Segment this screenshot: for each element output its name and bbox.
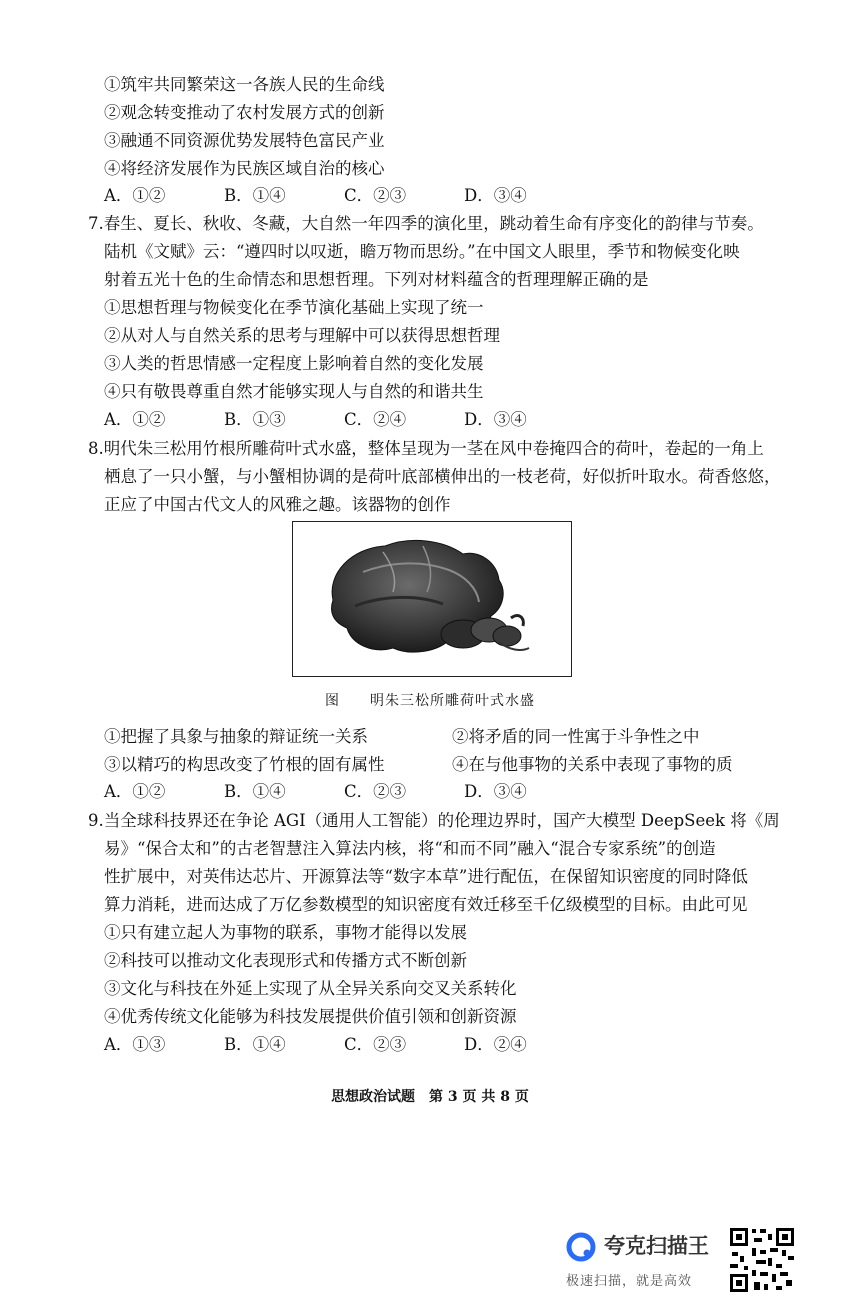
q6-option-2: ②观念转变推动了农村发展方式的创新 [104,103,385,122]
q9-answer-c: C．②③ [344,1035,407,1054]
q8-answer-c: C．②③ [344,782,407,801]
q7-option-2: ②从对人与自然关系的思考与理解中可以获得思想哲理 [104,326,500,345]
q8-stem-line-3: 正应了中国古代文人的风雅之趣。该器物的创作 [104,495,451,514]
scanner-watermark [566,1228,736,1298]
figure-caption: 图 明朱三松所雕荷叶式水盛 [325,693,535,709]
quark-logo-icon [566,1232,596,1262]
page-footer: 思想政治试题 第 3 页 共 8 页 [331,1089,529,1105]
q7-answer-d: D．③④ [464,410,527,429]
q8-answer-a: A．①② [104,782,166,801]
watermark-slogan: 极速扫描，就是高效 [566,1274,693,1289]
q7-stem-line-1: 7.春生、夏长、秋收、冬藏，大自然一年四季的演化里，跳动着生命有序变化的韵律与节奏。 [88,214,764,233]
q9-stem-line-2: 易》“保合太和”的古老智慧注入算法内核，将“和而不同”融入“混合专家系统”的创造 [104,839,716,858]
watermark-name: 夸克扫描王 [604,1234,709,1258]
q9-option-1: ①只有建立起人为事物的联系，事物才能得以发展 [104,923,467,942]
q6-answer-b: B．①④ [224,186,286,205]
q8-answer-b: B．①④ [224,782,286,801]
q7-answer-a: A．①② [104,410,166,429]
q8-stem-line-2: 栖息了一只小蟹，与小蟹相协调的是荷叶底部横伸出的一枝老荷，好似折叶取水。荷香悠悠， [104,467,781,486]
q9-answer-b: B．①④ [224,1035,286,1054]
q8-option-2: ②将矛盾的同一性寓于斗争性之中 [452,727,700,746]
q8-stem-line-1: 8.明代朱三松用竹根所雕荷叶式水盛，整体呈现为一茎在风中卷掩四合的荷叶，卷起的一角上 [88,439,764,458]
q7-option-3: ③人类的哲思情感一定程度上影响着自然的变化发展 [104,354,484,373]
q6-answer-a: A．①② [104,186,166,205]
q7-option-1: ①思想哲理与物候变化在季节演化基础上实现了统一 [104,298,484,317]
q6-answer-c: C．②③ [344,186,407,205]
q7-answer-c: C．②④ [344,410,407,429]
q7-answer-b: B．①③ [224,410,286,429]
q8-option-1: ①把握了具象与抽象的辩证统一关系 [104,727,368,746]
q9-answer-d: D．②④ [464,1035,527,1054]
q6-option-3: ③融通不同资源优势发展特色富民产业 [104,131,385,150]
q7-stem-line-3: 射着五光十色的生命情态和思想哲理。下列对材料蕴含的哲理理解正确的是 [104,270,649,289]
q9-option-4: ④优秀传统文化能够为科技发展提供价值引领和创新资源 [104,1007,517,1026]
q6-answer-d: D．③④ [464,186,527,205]
q8-answer-d: D．③④ [464,782,527,801]
q8-option-4: ④在与他事物的关系中表现了事物的质 [452,755,733,774]
lotus-water-vessel-figure [292,521,572,677]
lotus-vessel-image [293,522,570,675]
q6-option-4: ④将经济发展作为民族区域自治的核心 [104,159,385,178]
q7-stem-line-2: 陆机《文赋》云：“遵四时以叹逝，瞻万物而思纷。”在中国文人眼里，季节和物候变化映 [104,242,740,261]
q9-option-2: ②科技可以推动文化表现形式和传播方式不断创新 [104,951,467,970]
q9-stem-line-4: 算力消耗，进而达成了万亿参数模型的知识密度有效迁移至千亿级模型的目标。由此可见 [104,895,748,914]
q9-stem-line-1: 9.当全球科技界还在争论 AGI（通用人工智能）的伦理边界时，国产大模型 DeepSeek 将《周 [88,811,780,830]
q6-option-1: ①筑牢共同繁荣这一各族人民的生命线 [104,75,385,94]
q9-option-3: ③文化与科技在外延上实现了从全异关系向交叉关系转化 [104,979,517,998]
q9-stem-line-3: 性扩展中，对英伟达芯片、开源算法等“数字本草”进行配伍，在保留知识密度的同时降低 [104,867,748,886]
q8-option-3: ③以精巧的构思改变了竹根的固有属性 [104,755,385,774]
q9-answer-a: A．①③ [104,1035,166,1054]
q7-option-4: ④只有敬畏尊重自然才能够实现人与自然的和谐共生 [104,382,484,401]
qr-code-icon [728,1226,796,1294]
